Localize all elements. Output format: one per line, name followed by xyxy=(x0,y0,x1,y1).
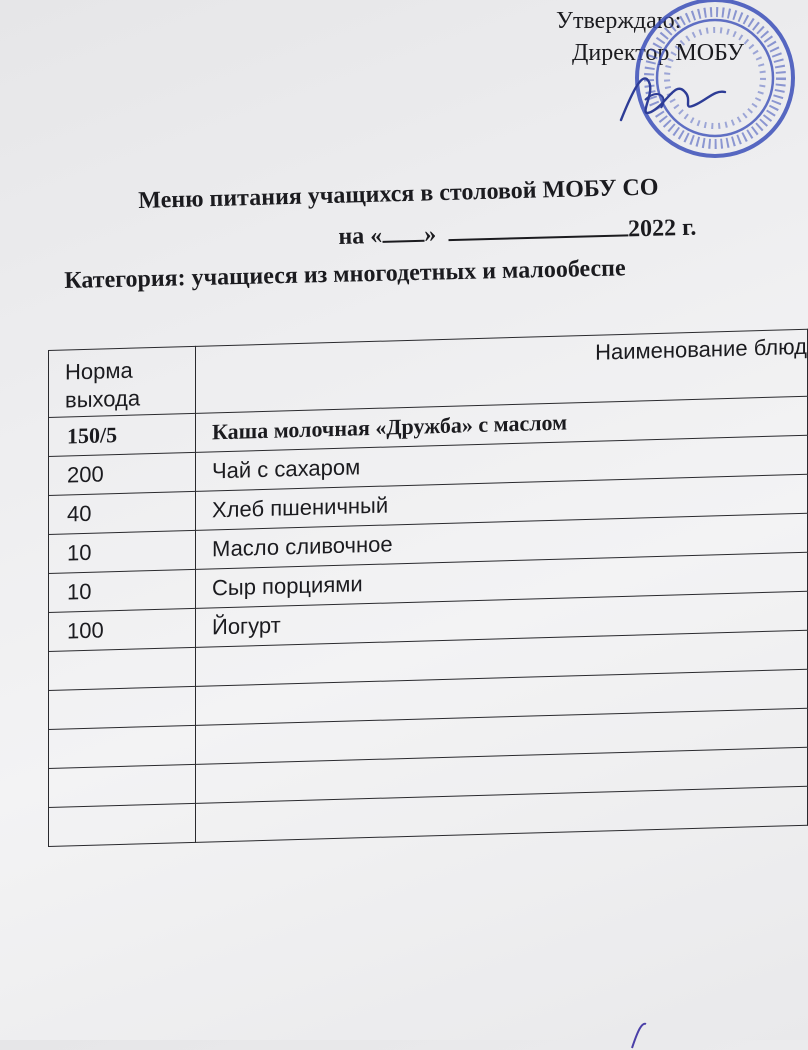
norm-cell xyxy=(49,803,196,846)
dish-cell: Масло сливочное xyxy=(196,513,808,569)
dish-cell: Йогурт xyxy=(196,591,808,647)
header-dish-name: Наименование блюд xyxy=(196,329,808,413)
norm-cell: 40 xyxy=(49,491,196,534)
menu-table-body xyxy=(49,396,808,846)
dish-cell: Сыр порциями xyxy=(196,552,808,608)
date-mid: » xyxy=(423,221,437,248)
norm-cell xyxy=(49,725,196,768)
official-seal-stamp xyxy=(585,0,785,170)
header-norm: Норма выхода xyxy=(49,346,196,417)
menu-date-line xyxy=(338,213,697,251)
pen-mark xyxy=(612,1010,672,1050)
norm-cell: 150/5 xyxy=(49,413,196,456)
norm-cell xyxy=(49,647,196,690)
norm-cell: 10 xyxy=(49,569,196,612)
approval-director: Директор МОБУ xyxy=(572,40,744,66)
dish-cell: Каша молочная «Дружба» с маслом xyxy=(196,396,808,452)
month-blank xyxy=(448,214,629,241)
day-blank xyxy=(382,220,425,243)
approval-label: Утверждаю: xyxy=(556,8,682,34)
norm-cell xyxy=(49,764,196,807)
menu-title: Меню питания учащихся в столовой МОБУ СО xyxy=(138,174,659,214)
menu-table xyxy=(48,329,808,847)
norm-cell: 100 xyxy=(49,608,196,651)
dish-cell: Хлеб пшеничный xyxy=(196,474,808,530)
category-label: Категория: учащиеся из многодетных и малообеспе xyxy=(64,255,626,294)
menu-table-wrap xyxy=(48,329,808,850)
norm-cell xyxy=(49,686,196,729)
date-prefix: на « xyxy=(338,222,383,250)
norm-cell: 200 xyxy=(49,452,196,495)
norm-cell: 10 xyxy=(49,530,196,573)
date-year: 2022 г. xyxy=(627,214,697,243)
dish-cell: Чай с сахаром xyxy=(196,435,808,491)
signature-mark xyxy=(621,78,725,120)
